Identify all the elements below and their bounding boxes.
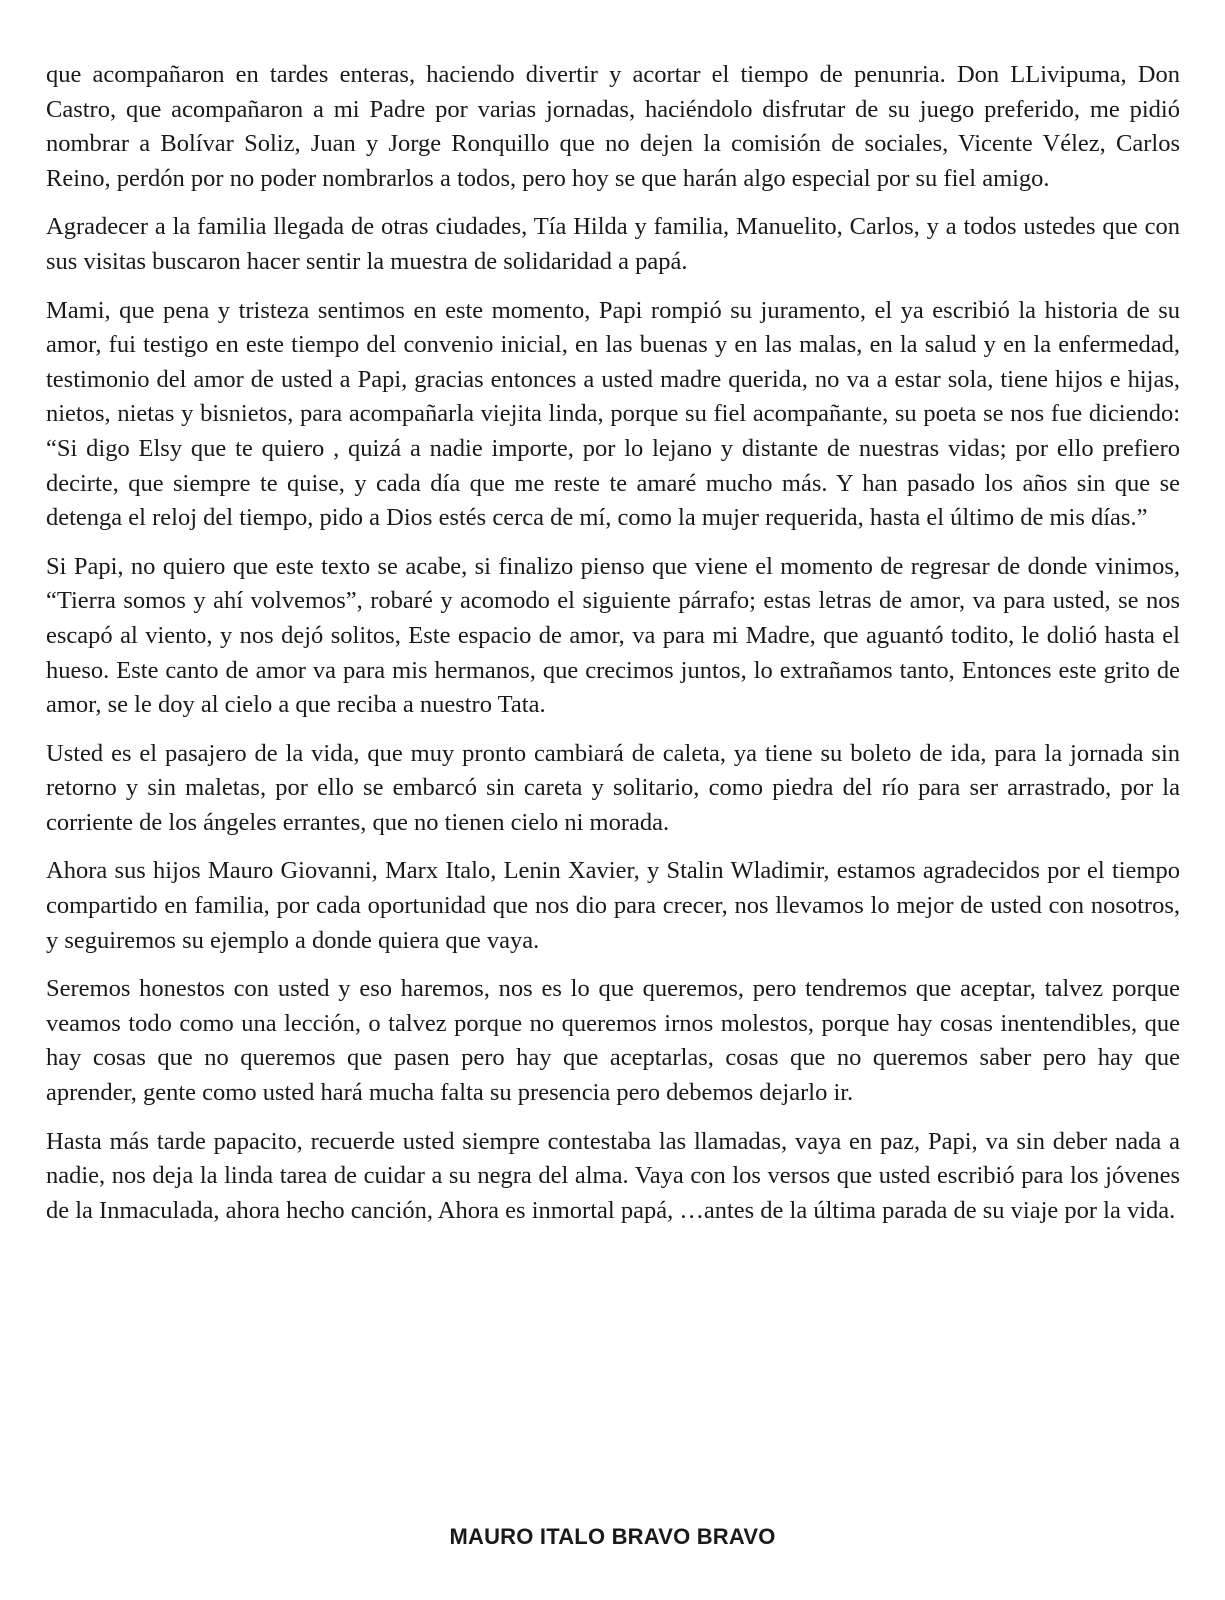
paragraph: que acompañaron en tardes enteras, haciendo divertir y acortar el tiempo de penunria. Don LLivipuma, Don Castro, que acompañaron a mi Padre por varias jornadas, haciéndolo disfrutar de su juego preferido, me pidió nombrar a Bolívar Soliz, Juan y Jorge Ronquillo que no dejen la comisión de sociales, Vicente Vélez, Carlos Reino, perdón por no poder nombrarlos a todos, pero hoy se que harán algo especial por su fiel amigo. xyxy=(46,61,1180,192)
paragraph: Seremos honestos con usted y eso haremos, nos es lo que queremos, pero tendremos que aceptar, talvez porque veamos todo como una lección, o talvez porque no queremos irnos molestos, porque hay cosas inentendibles, que hay cosas que no queremos que pasen pero hay que aceptarlas, cosas que no queremos saber pero hay que aprender, gente como usted hará mucha falta su presencia pero debemos dejarlo ir. xyxy=(46,975,1180,1107)
paragraph: Mami, que pena y tristeza sentimos en este momento, Papi rompió su juramento, el ya escribió la historia de su amor, fui testigo en este tiempo del convenio inicial, en las buenas y en las malas, en la salud y en la enfermedad, testimonio del amor de usted a Papi, gracias entonces a usted madre querida, no va a estar sola, tiene hijos e hijas, nietos, nietas y bisnietos, para acompañarla viejita linda, porque su fiel acompañante, su poeta se nos fue diciendo: “Si digo Elsy que te quiero , quizá a nadie importe, por lo lejano y distante de nuestras vidas; por ello prefiero decirte, que siempre te quise, y cada día que me reste te amaré mucho más. Y han pasado los años sin que se detenga el reloj del tiempo, pido a Dios estés cerca de mí, como la mujer requerida, hasta el último de mis días.” xyxy=(46,296,1180,532)
paragraph: Agradecer a la familia llegada de otras ciudades, Tía Hilda y familia, Manuelito, Carlos, y a todos ustedes que con sus visitas buscaron hacer sentir la muestra de solidaridad a papá. xyxy=(46,213,1180,275)
paragraph: Usted es el pasajero de la vida, que muy pronto cambiará de caleta, ya tiene su boleto de ida, para la jornada sin retorno y sin maletas, por ello se embarcó sin careta y solitario, como piedra del río para ser arrastrado, por la corriente de los ángeles errantes, que no tienen cielo ni morada. xyxy=(46,739,1180,836)
document-body xyxy=(46,58,1180,1242)
paragraph: Si Papi, no quiero que este texto se acabe, si finalizo pienso que viene el momento de regresar de donde vinimos, “Tierra somos y ahí volvemos”, robaré y acomodo el siguiente párrafo; estas letras de amor, va para usted, se nos escapó al viento, y nos dejó solitos, Este espacio de amor, va para mi Madre, que aguantó todito, le dolió hasta el hueso. Este canto de amor va para mis hermanos, que crecimos juntos, lo extrañamos tanto, Entonces este grito de amor, se le doy al cielo a que reciba a nuestro Tata. xyxy=(46,552,1180,719)
signature-name: MAURO ITALO BRAVO BRAVO xyxy=(449,1524,776,1549)
paragraph: Hasta más tarde papacito, recuerde usted siempre contestaba las llamadas, vaya en paz, Papi, va sin deber nada a nadie, nos deja la linda tarea de cuidar a su negra del alma. Vaya con los versos que usted escribió para los jóvenes de la Inmaculada, ahora hecho canción, Ahora es inmortal papá, …antes de la última parada de su viaje por la vida. xyxy=(46,1127,1180,1224)
paragraph: Ahora sus hijos Mauro Giovanni, Marx Italo, Lenin Xavier, y Stalin Wladimir, estamos agradecidos por el tiempo compartido en familia, por cada oportunidad que nos dio para crecer, nos llevamos lo mejor de usted con nosotros, y seguiremos su ejemplo a donde quiera que vaya. xyxy=(46,857,1180,954)
